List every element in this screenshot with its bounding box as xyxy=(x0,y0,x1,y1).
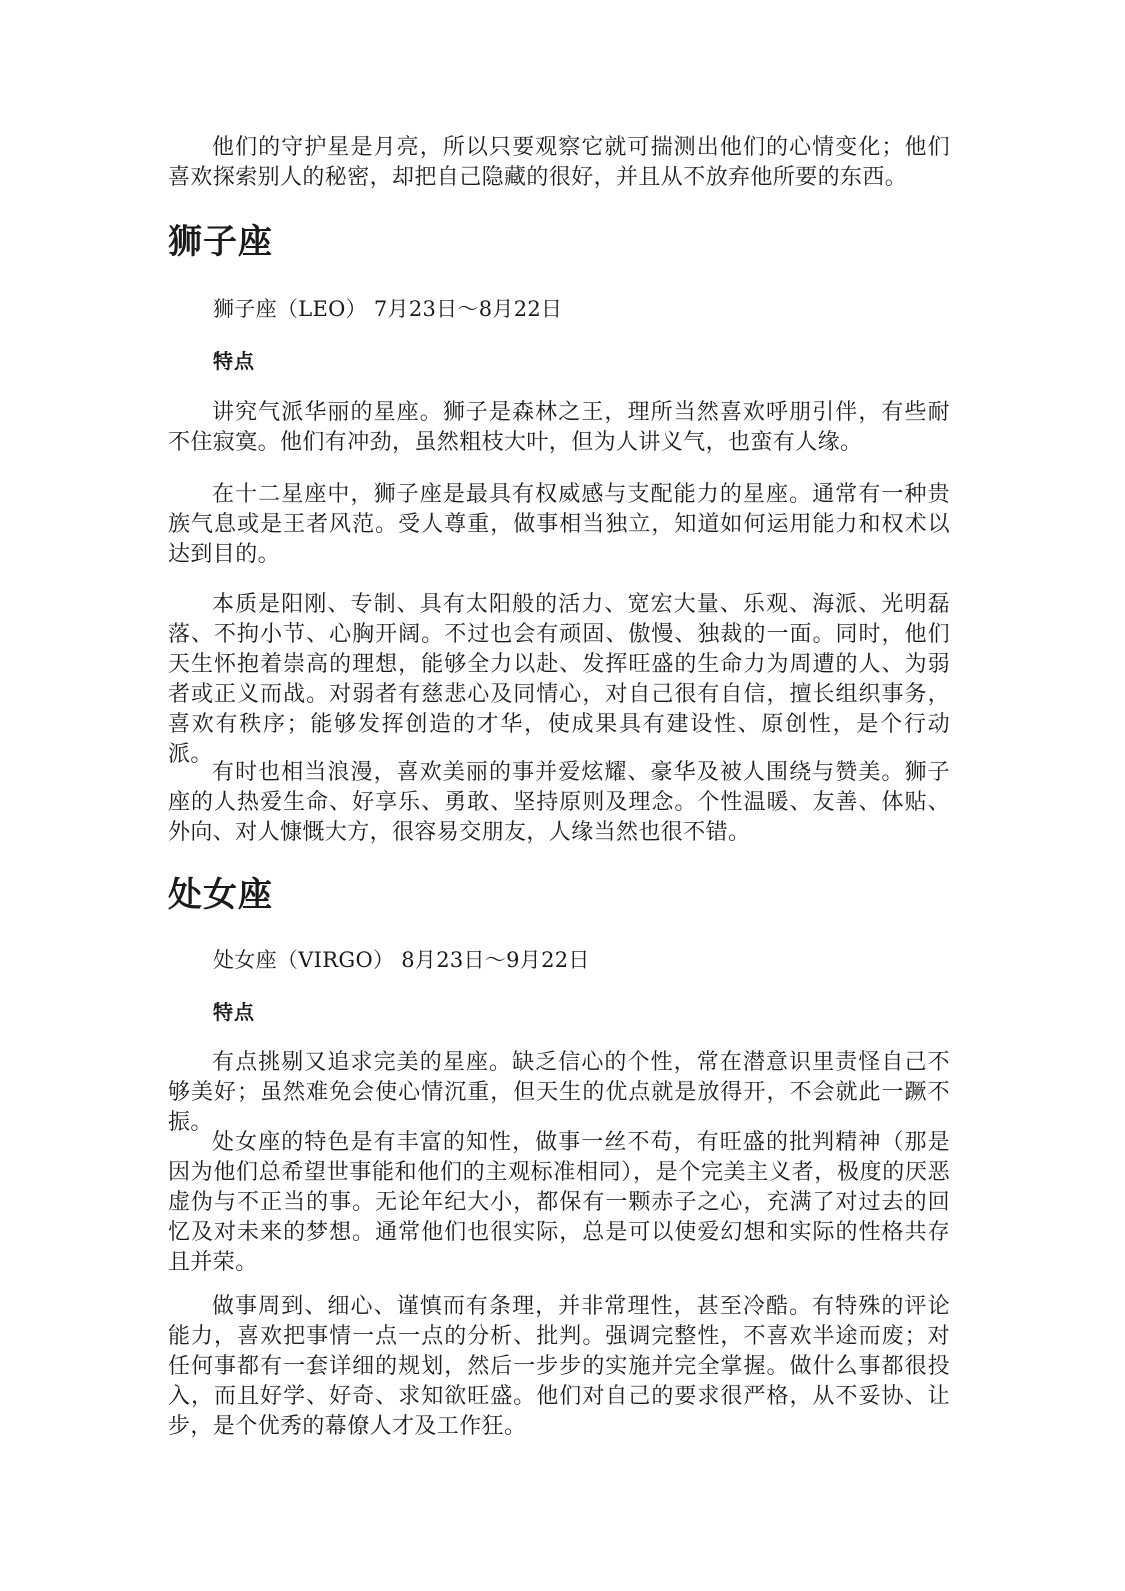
leo-paragraph-1: 讲究气派华丽的星座。狮子是森林之王，理所当然喜欢呼朋引伴，有些耐不住寂寞。他们有冲劲，虽然粗枝大叶，但为人讲义气，也蛮有人缘。 xyxy=(168,400,950,455)
intro-paragraph: 他们的守护星是月亮，所以只要观察它就可揣测出他们的心情变化；他们喜欢探索别人的秘密，却把自己隐藏的很好，并且从不放弃他所要的东西。 xyxy=(168,135,950,190)
leo-paragraph-2: 在十二星座中，狮子座是最具有权威感与支配能力的星座。通常有一种贵族气息或是王者风范。受人尊重，做事相当独立，知道如何运用能力和权术以达到目的。 xyxy=(168,482,950,567)
virgo-paragraph-1: 有点挑剔又追求完美的星座。缺乏信心的个性，常在潜意识里责怪自己不够美好；虽然难免会使心情沉重，但天生的优点就是放得开，不会就此一蹶不振。 xyxy=(168,1050,950,1135)
leo-dateline: 狮子座（LEO） 7月23日～8月22日 xyxy=(213,297,563,321)
virgo-paragraph-3: 做事周到、细心、谨慎而有条理，并非常理性，甚至冷酷。有特殊的评论能力，喜欢把事情一点一点的分析、批判。强调完整性，不喜欢半途而废；对任何事都有一套详细的规划，然后一步步的实施并完全掌握。做什么事都很投入，而且好学、好奇、求知欲旺盛。他们对自己的要求很严格，从不妥协、让步，是个优秀的幕僚人才及工作狂。 xyxy=(168,1294,950,1439)
virgo-trait-label: 特点 xyxy=(213,1000,255,1024)
leo-paragraph-3: 本质是阳刚、专制、具有太阳般的活力、宽宏大量、乐观、海派、光明磊落、不拘小节、心胸开阔。不过也会有顽固、傲慢、独裁的一面。同时，他们天生怀抱着崇高的理想，能够全力以赴、发挥旺盛的生命力为周遭的人、为弱者或正义而战。对弱者有慈悲心及同情心，对自己很有自信，擅长组织事务，喜欢有秩序；能够发挥创造的才华，使成果具有建设性、原创性，是个行动派。 xyxy=(168,592,950,767)
leo-paragraph-4: 有时也相当浪漫，喜欢美丽的事并爱炫耀、豪华及被人围绕与赞美。狮子座的人热爱生命、好享乐、勇敢、坚持原则及理念。个性温暖、友善、体贴、外向、对人慷慨大方，很容易交朋友，人缘当然也很不错。 xyxy=(168,760,950,845)
virgo-dateline: 处女座（VIRGO） 8月23日～9月22日 xyxy=(213,948,590,972)
virgo-heading: 处女座 xyxy=(168,875,273,915)
leo-trait-label: 特点 xyxy=(213,349,255,373)
virgo-paragraph-2: 处女座的特色是有丰富的知性，做事一丝不苟，有旺盛的批判精神（那是因为他们总希望世事能和他们的主观标准相同），是个完美主义者，极度的厌恶虚伪与不正当的事。无论年纪大小，都保有一颗赤子之心，充满了对过去的回忆及对未来的梦想。通常他们也很实际，总是可以使爱幻想和实际的性格共存且并荣。 xyxy=(168,1130,950,1275)
leo-heading: 狮子座 xyxy=(168,222,273,262)
